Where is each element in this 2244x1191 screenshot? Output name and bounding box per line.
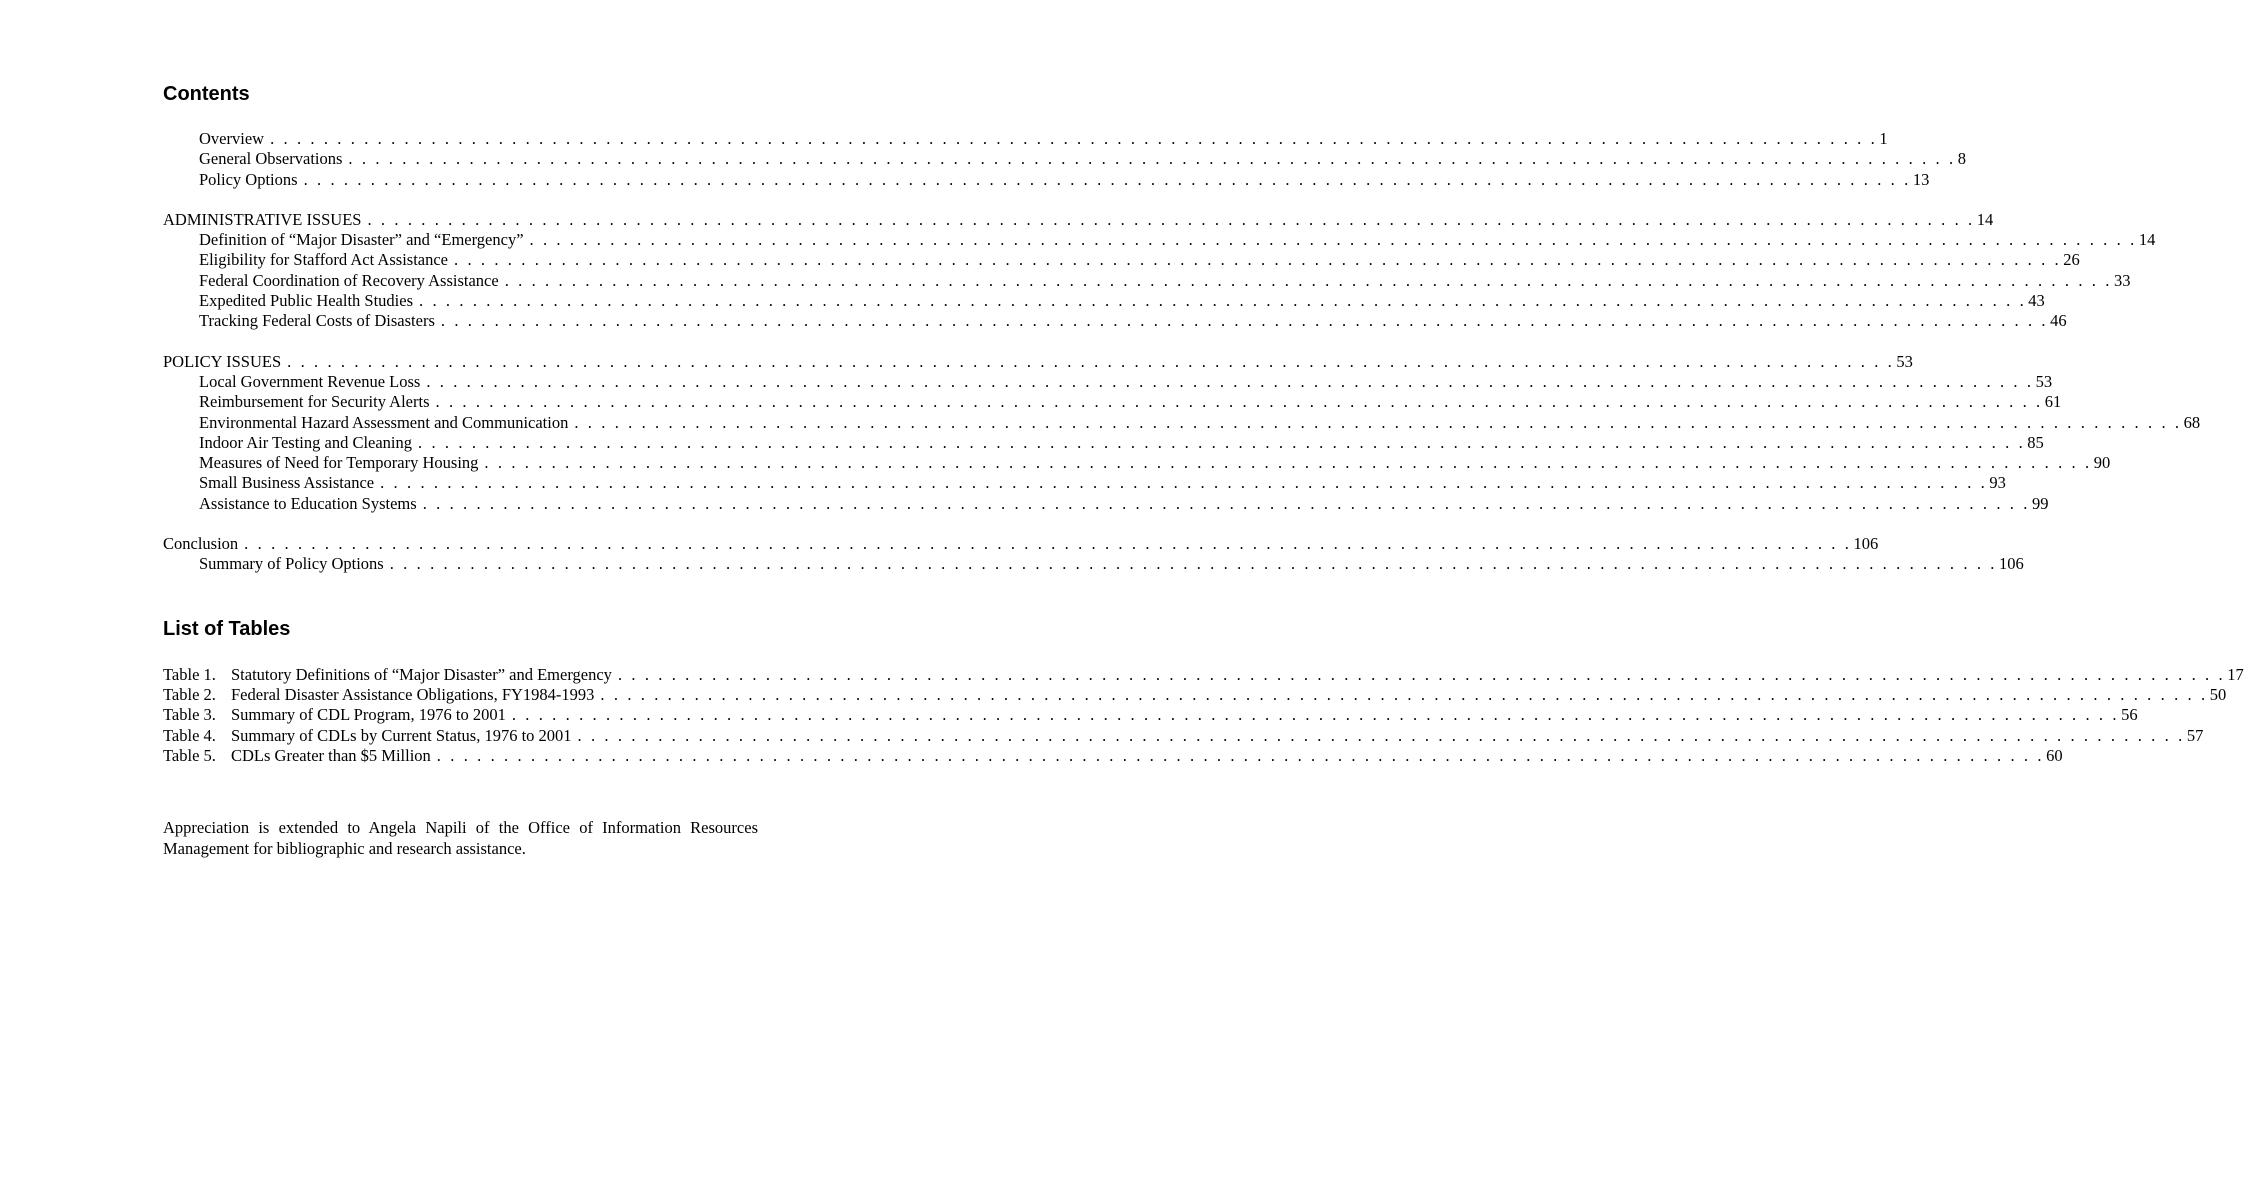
dot-leader: . . . . . . . . . . . . . . . . . . . . . . . . . . . . . . . . . . . . . . . . . . . . . . . . . . . . . . . . . . . . . . . . . . . . . . . . . . . . . . . . . . . . . . . . . . . . . . . . . . . . . . . . . . . . . . . . . . . . . . . . [348, 149, 1956, 169]
dot-leader: . . . . . . . . . . . . . . . . . . . . . . . . . . . . . . . . . . . . . . . . . . . . . . . . . . . . . . . . . . . . . . . . . . . . . . . . . . . . . . . . . . . . . . . . . . . . . . . . . . . . . . . . . . . . . . . . . . . . . . . . [303, 169, 1911, 189]
toc-entry-title: Local Government Revenue Loss [199, 371, 421, 391]
page-number: 99 [2031, 493, 2049, 513]
toc-entry-title: Eligibility for Stafford Act Assistance [199, 250, 448, 270]
page-number: 26 [2063, 250, 2080, 270]
toc-entry-title: Assistance to Education Systems [199, 493, 417, 513]
page-number: 68 [2183, 412, 2201, 432]
toc-entry [163, 534, 1879, 554]
toc-entry [163, 230, 2156, 250]
dot-leader: . . . . . . . . . . . . . . . . . . . . . . . . . . . . . . . . . . . . . . . . . . . . . . . . . . . . . . . . . . . . . . . . . . . . . . . . . . . . . . . . . . . . . . . . . . . . . . . . . . . . . . . . . . . . . . . . . . . . . . . . [435, 392, 2043, 412]
dot-leader: . . . . . . . . . . . . . . . . . . . . . . . . . . . . . . . . . . . . . . . . . . . . . . . . . . . . . . . . . . . . . . . . . . . . . . . . . . . . . . . . . . . . . . . . . . . . . . . . . . . . . . . . . . . . . . . . . . . . . . . . [367, 209, 1975, 229]
toc-entry [163, 432, 2044, 453]
toc-entry [163, 412, 2201, 433]
dot-leader: . . . . . . . . . . . . . . . . . . . . . . . . . . . . . . . . . . . . . . . . . . . . . . . . . . . . . . . . . . . . . . . . . . . . . . . . . . . . . . . . . . . . . . . . . . . . . . . . . . . . . . . . . . . . . . . . . . . . . . . . [436, 745, 2045, 765]
toc-entry [163, 169, 1930, 190]
toc-entry [163, 684, 2227, 705]
toc-entry-title [163, 746, 437, 766]
dot-leader: . . . . . . . . . . . . . . . . . . . . . . . . . . . . . . . . . . . . . . . . . . . . . . . . . . . . . . . . . . . . . . . . . . . . . . . . . . . . . . . . . . . . . . . . . . . . . . . . . . . . . . . . . . . . . . . . . . . . . . . . [577, 725, 2185, 745]
acknowledgment-text: Appreciation is extended to Angela Napili of the Office of Information Resources Management for bibliographic and research assistance. [163, 818, 758, 859]
contents-group [163, 129, 1966, 190]
dot-leader: . . . . . . . . . . . . . . . . . . . . . . . . . . . . . . . . . . . . . . . . . . . . . . . . . . . . . . . . . . . . . . . . . . . . . . . . . . . . . . . . . . . . . . . . . . . . . . . . . . . . . . . . . . . . . . . . . . . . . . . . [504, 270, 2112, 290]
toc-entry-title: Reimbursement for Security Alerts [199, 392, 430, 412]
toc-entry-title: Definition of “Major Disaster” and “Emergency” [199, 230, 524, 250]
table-title: Statutory Definitions of “Major Disaster” and Emergency [231, 664, 612, 684]
toc-entry [163, 493, 2049, 514]
page-number: 61 [2044, 392, 2062, 412]
page-number: 106 [1999, 554, 2024, 574]
toc-entry [163, 209, 1994, 230]
toc-entry-title: Summary of Policy Options [199, 554, 384, 574]
page-number: 13 [1912, 169, 1930, 189]
toc-entry [163, 705, 2138, 725]
toc-entry-title: ADMINISTRATIVE ISSUES [163, 209, 362, 229]
dot-leader: . . . . . . . . . . . . . . . . . . . . . . . . . . . . . . . . . . . . . . . . . . . . . . . . . . . . . . . . . . . . . . . . . . . . . . . . . . . . . . . . . . . . . . . . . . . . . . . . . . . . . . . . . . . . . . . . . . . . . . . . [454, 250, 2062, 270]
dot-leader: . . . . . . . . . . . . . . . . . . . . . . . . . . . . . . . . . . . . . . . . . . . . . . . . . . . . . . . . . . . . . . . . . . . . . . . . . . . . . . . . . . . . . . . . . . . . . . . . . . . . . . . . . . . . . . . . . . . . . . . . [574, 412, 2182, 432]
document-page [163, 80, 2244, 876]
table-number: Table 2. [163, 684, 216, 704]
page-number: 56 [2121, 705, 2138, 725]
page-number: 60 [2046, 745, 2063, 765]
page-number: 14 [2138, 230, 2156, 250]
table-title: Summary of CDL Program, 1976 to 2001 [231, 705, 506, 725]
table-number: Table 1. [163, 664, 216, 684]
toc-entry-title: Federal Coordination of Recovery Assistance [199, 270, 499, 290]
page-number: 106 [1853, 534, 1879, 554]
toc-entry-title: Indoor Air Testing and Cleaning [199, 432, 413, 452]
dot-leader: . . . . . . . . . . . . . . . . . . . . . . . . . . . . . . . . . . . . . . . . . . . . . . . . . . . . . . . . . . . . . . . . . . . . . . . . . . . . . . . . . . . . . . . . . . . . . . . . . . . . . . . . . . . . . . . . . . . . . . . . [511, 705, 2120, 725]
table-title: CDLs Greater than $5 Million [231, 745, 431, 765]
dot-leader: . . . . . . . . . . . . . . . . . . . . . . . . . . . . . . . . . . . . . . . . . . . . . . . . . . . . . . . . . . . . . . . . . . . . . . . . . . . . . . . . . . . . . . . . . . . . . . . . . . . . . . . . . . . . . . . . . . . . . . . . [244, 534, 1852, 554]
toc-entry-title: Measures of Need for Temporary Housing [199, 453, 479, 473]
table-number: Table 4. [163, 725, 216, 745]
toc-entry [163, 311, 2067, 331]
page-number: 90 [2093, 453, 2111, 473]
dot-leader: . . . . . . . . . . . . . . . . . . . . . . . . . . . . . . . . . . . . . . . . . . . . . . . . . . . . . . . . . . . . . . . . . . . . . . . . . . . . . . . . . . . . . . . . . . . . . . . . . . . . . . . . . . . . . . . . . . . . . . . . [389, 554, 1997, 574]
toc-entry-title [163, 726, 578, 746]
toc-entry-title: POLICY ISSUES [163, 351, 282, 371]
contents-group [163, 534, 2024, 575]
toc-entry-title [163, 665, 618, 685]
dot-leader: . . . . . . . . . . . . . . . . . . . . . . . . . . . . . . . . . . . . . . . . . . . . . . . . . . . . . . . . . . . . . . . . . . . . . . . . . . . . . . . . . . . . . . . . . . . . . . . . . . . . . . . . . . . . . . . . . . . . . . . . [600, 684, 2208, 704]
page-number: 85 [2027, 432, 2044, 452]
page-number: 50 [2209, 684, 2227, 704]
page-number: 17 [2227, 664, 2244, 684]
page-number: 53 [1896, 351, 1913, 371]
toc-entry-title: General Observations [199, 149, 343, 169]
dot-leader: . . . . . . . . . . . . . . . . . . . . . . . . . . . . . . . . . . . . . . . . . . . . . . . . . . . . . . . . . . . . . . . . . . . . . . . . . . . . . . . . . . . . . . . . . . . . . . . . . . . . . . . . . . . . . . . . . . . . . . . . [287, 351, 1895, 371]
toc-entry [163, 291, 2045, 311]
contents-group [163, 209, 2156, 332]
toc-entry [163, 554, 2024, 574]
page-number: 93 [1989, 473, 2006, 493]
toc-entry-title: Small Business Assistance [199, 473, 375, 493]
table-number: Table 5. [163, 745, 216, 765]
tables-list [163, 664, 2244, 766]
table-title: Federal Disaster Assistance Obligations, FY1984-1993 [231, 684, 595, 704]
toc-entry [163, 270, 2131, 291]
toc-entry-title [163, 705, 512, 725]
contents-heading: Contents [163, 83, 250, 105]
toc-entry-title [163, 685, 600, 705]
toc-entry [163, 664, 2244, 685]
toc-entry [163, 745, 2063, 766]
table-title: Summary of CDLs by Current Status, 1976 to 2001 [231, 725, 572, 745]
toc-entry-title: Policy Options [199, 169, 298, 189]
page-number: 14 [1976, 209, 1994, 229]
page-number: 33 [2113, 270, 2131, 290]
toc-entry [163, 453, 2111, 473]
dot-leader: . . . . . . . . . . . . . . . . . . . . . . . . . . . . . . . . . . . . . . . . . . . . . . . . . . . . . . . . . . . . . . . . . . . . . . . . . . . . . . . . . . . . . . . . . . . . . . . . . . . . . . . . . . . . . . . . . . . . . . . . [418, 432, 2026, 452]
toc-entry [163, 250, 2080, 270]
dot-leader: . . . . . . . . . . . . . . . . . . . . . . . . . . . . . . . . . . . . . . . . . . . . . . . . . . . . . . . . . . . . . . . . . . . . . . . . . . . . . . . . . . . . . . . . . . . . . . . . . . . . . . . . . . . . . . . . . . . . . . . . [270, 129, 1878, 148]
contents-group [163, 351, 2201, 514]
dot-leader: . . . . . . . . . . . . . . . . . . . . . . . . . . . . . . . . . . . . . . . . . . . . . . . . . . . . . . . . . . . . . . . . . . . . . . . . . . . . . . . . . . . . . . . . . . . . . . . . . . . . . . . . . . . . . . . . . . . . . . . . [422, 493, 2030, 513]
toc-entry [163, 371, 2053, 392]
page-number: 8 [1957, 149, 1966, 169]
page-number: 53 [2035, 371, 2053, 391]
page-number: 43 [2028, 291, 2045, 311]
toc-entry-title: Expedited Public Health Studies [199, 291, 414, 311]
toc-entry [163, 129, 1888, 149]
page-number: 46 [2050, 311, 2067, 331]
dot-leader: . . . . . . . . . . . . . . . . . . . . . . . . . . . . . . . . . . . . . . . . . . . . . . . . . . . . . . . . . . . . . . . . . . . . . . . . . . . . . . . . . . . . . . . . . . . . . . . . . . . . . . . . . . . . . . . . . . . . . . . . [484, 453, 2092, 473]
list-of-tables-heading: List of Tables [163, 617, 291, 640]
toc-entry [163, 725, 2204, 746]
dot-leader: . . . . . . . . . . . . . . . . . . . . . . . . . . . . . . . . . . . . . . . . . . . . . . . . . . . . . . . . . . . . . . . . . . . . . . . . . . . . . . . . . . . . . . . . . . . . . . . . . . . . . . . . . . . . . . . . . . . . . . . . [617, 664, 2226, 684]
dot-leader: . . . . . . . . . . . . . . . . . . . . . . . . . . . . . . . . . . . . . . . . . . . . . . . . . . . . . . . . . . . . . . . . . . . . . . . . . . . . . . . . . . . . . . . . . . . . . . . . . . . . . . . . . . . . . . . . . . . . . . . . [426, 371, 2034, 391]
toc-entry-title: Conclusion [163, 534, 239, 554]
dot-leader: . . . . . . . . . . . . . . . . . . . . . . . . . . . . . . . . . . . . . . . . . . . . . . . . . . . . . . . . . . . . . . . . . . . . . . . . . . . . . . . . . . . . . . . . . . . . . . . . . . . . . . . . . . . . . . . . . . . . . . . . [529, 230, 2137, 250]
toc-entry-title: Tracking Federal Costs of Disasters [199, 311, 435, 331]
toc-entry [163, 392, 2062, 412]
toc-entry-title: Environmental Hazard Assessment and Communication [199, 412, 569, 432]
table-number: Table 3. [163, 705, 216, 725]
dot-leader: . . . . . . . . . . . . . . . . . . . . . . . . . . . . . . . . . . . . . . . . . . . . . . . . . . . . . . . . . . . . . . . . . . . . . . . . . . . . . . . . . . . . . . . . . . . . . . . . . . . . . . . . . . . . . . . . . . . . . . . . [440, 311, 2049, 331]
dot-leader: . . . . . . . . . . . . . . . . . . . . . . . . . . . . . . . . . . . . . . . . . . . . . . . . . . . . . . . . . . . . . . . . . . . . . . . . . . . . . . . . . . . . . . . . . . . . . . . . . . . . . . . . . . . . . . . . . . . . . . . . [380, 473, 1988, 493]
toc-entry [163, 473, 2006, 493]
page-number: 1 [1879, 129, 1888, 148]
page-number: 57 [2186, 725, 2204, 745]
dot-leader: . . . . . . . . . . . . . . . . . . . . . . . . . . . . . . . . . . . . . . . . . . . . . . . . . . . . . . . . . . . . . . . . . . . . . . . . . . . . . . . . . . . . . . . . . . . . . . . . . . . . . . . . . . . . . . . . . . . . . . . . [419, 291, 2027, 311]
toc-entry [163, 149, 1966, 169]
toc-entry-title: Overview [199, 129, 265, 148]
toc-entry [163, 351, 1913, 372]
contents-list [163, 129, 2201, 575]
